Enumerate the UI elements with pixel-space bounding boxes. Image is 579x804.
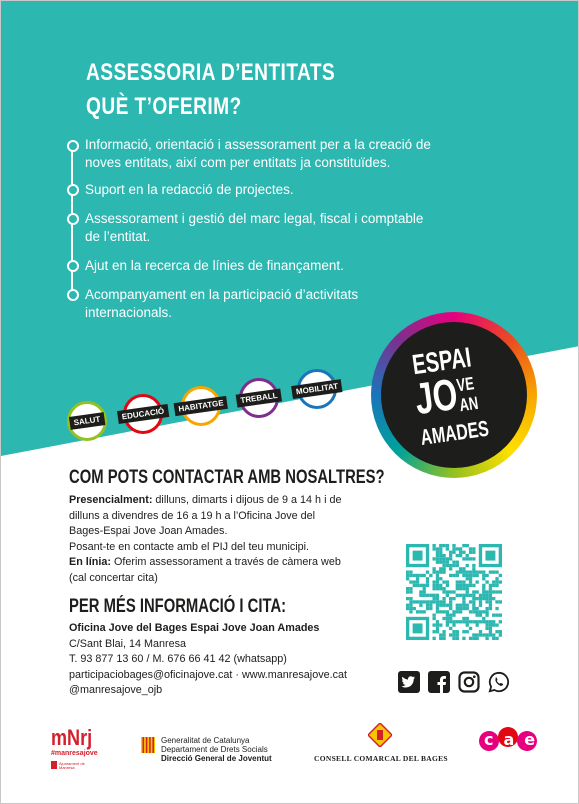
whatsapp-icon[interactable] <box>488 671 510 693</box>
generalitat-logo <box>141 736 301 766</box>
instagram-icon[interactable] <box>458 671 480 693</box>
topic-label: EDUCACIÓ <box>117 404 169 424</box>
badge-espai: ESPAI <box>410 341 474 381</box>
page-subtitle: QUÈ T’OFERIM? <box>86 93 242 120</box>
topic-habitatge <box>177 386 225 426</box>
manresa-shield-icon <box>51 761 57 769</box>
topic-label: SALUT <box>69 412 105 430</box>
offer-item <box>85 210 485 246</box>
consell-comarcal-logo <box>314 721 454 765</box>
ajuntament-text: Ajuntament de Manresa <box>59 761 85 770</box>
office-name: Oficina Jove del Bages Espai Jove Joan Amades <box>69 622 320 634</box>
offer-item <box>85 181 485 199</box>
presencial-label: Presencialment: <box>69 494 153 506</box>
qr-code[interactable] <box>406 544 502 640</box>
consell-emblem-icon <box>368 723 392 747</box>
enlinia-label: En línia: <box>69 556 111 568</box>
facebook-icon[interactable] <box>428 671 450 693</box>
offer-text: de l’entitat. <box>85 229 151 244</box>
topic-label: MOBILITAT <box>291 379 343 399</box>
badge-inner <box>381 322 527 468</box>
pij-text: Posant-te en contacte amb el PIJ del teu municipi. <box>69 540 310 553</box>
twitter-icon[interactable] <box>398 671 420 693</box>
badge-jo: JO <box>411 369 461 425</box>
office-emails[interactable]: participaciobages@oficinajove.cat · www.manresajove.cat <box>69 668 348 681</box>
cita-text: (cal concertar cita) <box>69 571 158 584</box>
topic-educacio <box>123 394 163 434</box>
manresa-jove-logo <box>51 725 111 773</box>
espai-jove-badge <box>371 312 537 478</box>
social-handle[interactable]: @manresajove_ojb <box>69 684 163 696</box>
mnrj-wordmark: mNrj <box>51 725 93 750</box>
timeline-dot <box>67 289 79 301</box>
office-address: C/Sant Blai, 14 Manresa <box>69 637 187 650</box>
offer-text: noves entitats, així com per entitats ja constituïdes. <box>85 155 391 170</box>
topic-label: TREBALL <box>236 388 283 407</box>
offer-item <box>85 136 485 172</box>
info-text <box>69 621 399 699</box>
presencial-text: dilluns a divendres de 16 a 19 h a l’Oficina Jove del <box>69 509 316 522</box>
topic-mobilitat <box>297 369 337 409</box>
page-title: ASSESSORIA D’ENTITATS <box>86 59 336 86</box>
consell-name: CONSELL COMARCAL DEL BAGES <box>314 754 448 763</box>
cae-wordmark: cae <box>484 730 546 749</box>
offer-text: Acompanyament en la participació d’activitats <box>85 287 359 302</box>
generalitat-dept: Departament de Drets Socials <box>161 745 268 754</box>
info-heading: PER MÉS INFORMACIÓ I CITA: <box>69 596 287 617</box>
offer-text: Informació, orientació i assessorament per a la creació de <box>85 137 431 152</box>
badge-an: AN <box>458 392 480 416</box>
offer-text: Ajut en la recerca de línies de finançament. <box>85 258 344 273</box>
generalitat-direction: Direcció General de Joventut <box>161 754 272 763</box>
offer-text: Assessorament i gestió del marc legal, fiscal i comptable <box>85 211 424 226</box>
timeline-dot <box>67 213 79 225</box>
badge-amades: AMADES <box>418 415 491 450</box>
offer-text: Suport en la redacció de projectes. <box>85 182 294 197</box>
office-phones[interactable]: T. 93 877 13 60 / M. 676 66 41 42 (whatsapp) <box>69 653 287 665</box>
generalitat-name: Generalitat de Catalunya <box>161 736 250 745</box>
offer-text: internacionals. <box>85 305 173 320</box>
timeline-dot <box>67 260 79 272</box>
generalitat-emblem-icon <box>141 737 155 753</box>
presencial-text: Bages-Espai Jove Joan Amades. <box>69 525 228 537</box>
timeline-dot <box>67 140 79 152</box>
topic-label: HABITATGE <box>174 396 229 416</box>
topic-treball <box>239 378 279 418</box>
cae-logo <box>479 727 546 757</box>
timeline-dot <box>67 184 79 196</box>
mnrj-tag: #manresajove <box>51 750 98 757</box>
enlinia-text: Oferim assessorament a través de càmera web <box>111 556 341 568</box>
offer-item <box>85 257 485 275</box>
topic-salut <box>67 401 107 441</box>
contact-heading: COM POTS CONTACTAR AMB NOSALTRES? <box>69 467 385 488</box>
badge-ve: VE <box>455 373 476 396</box>
presencial-text: dilluns, dimarts i dijous de 9 a 14 h i de <box>152 494 342 506</box>
contact-text <box>69 493 409 586</box>
